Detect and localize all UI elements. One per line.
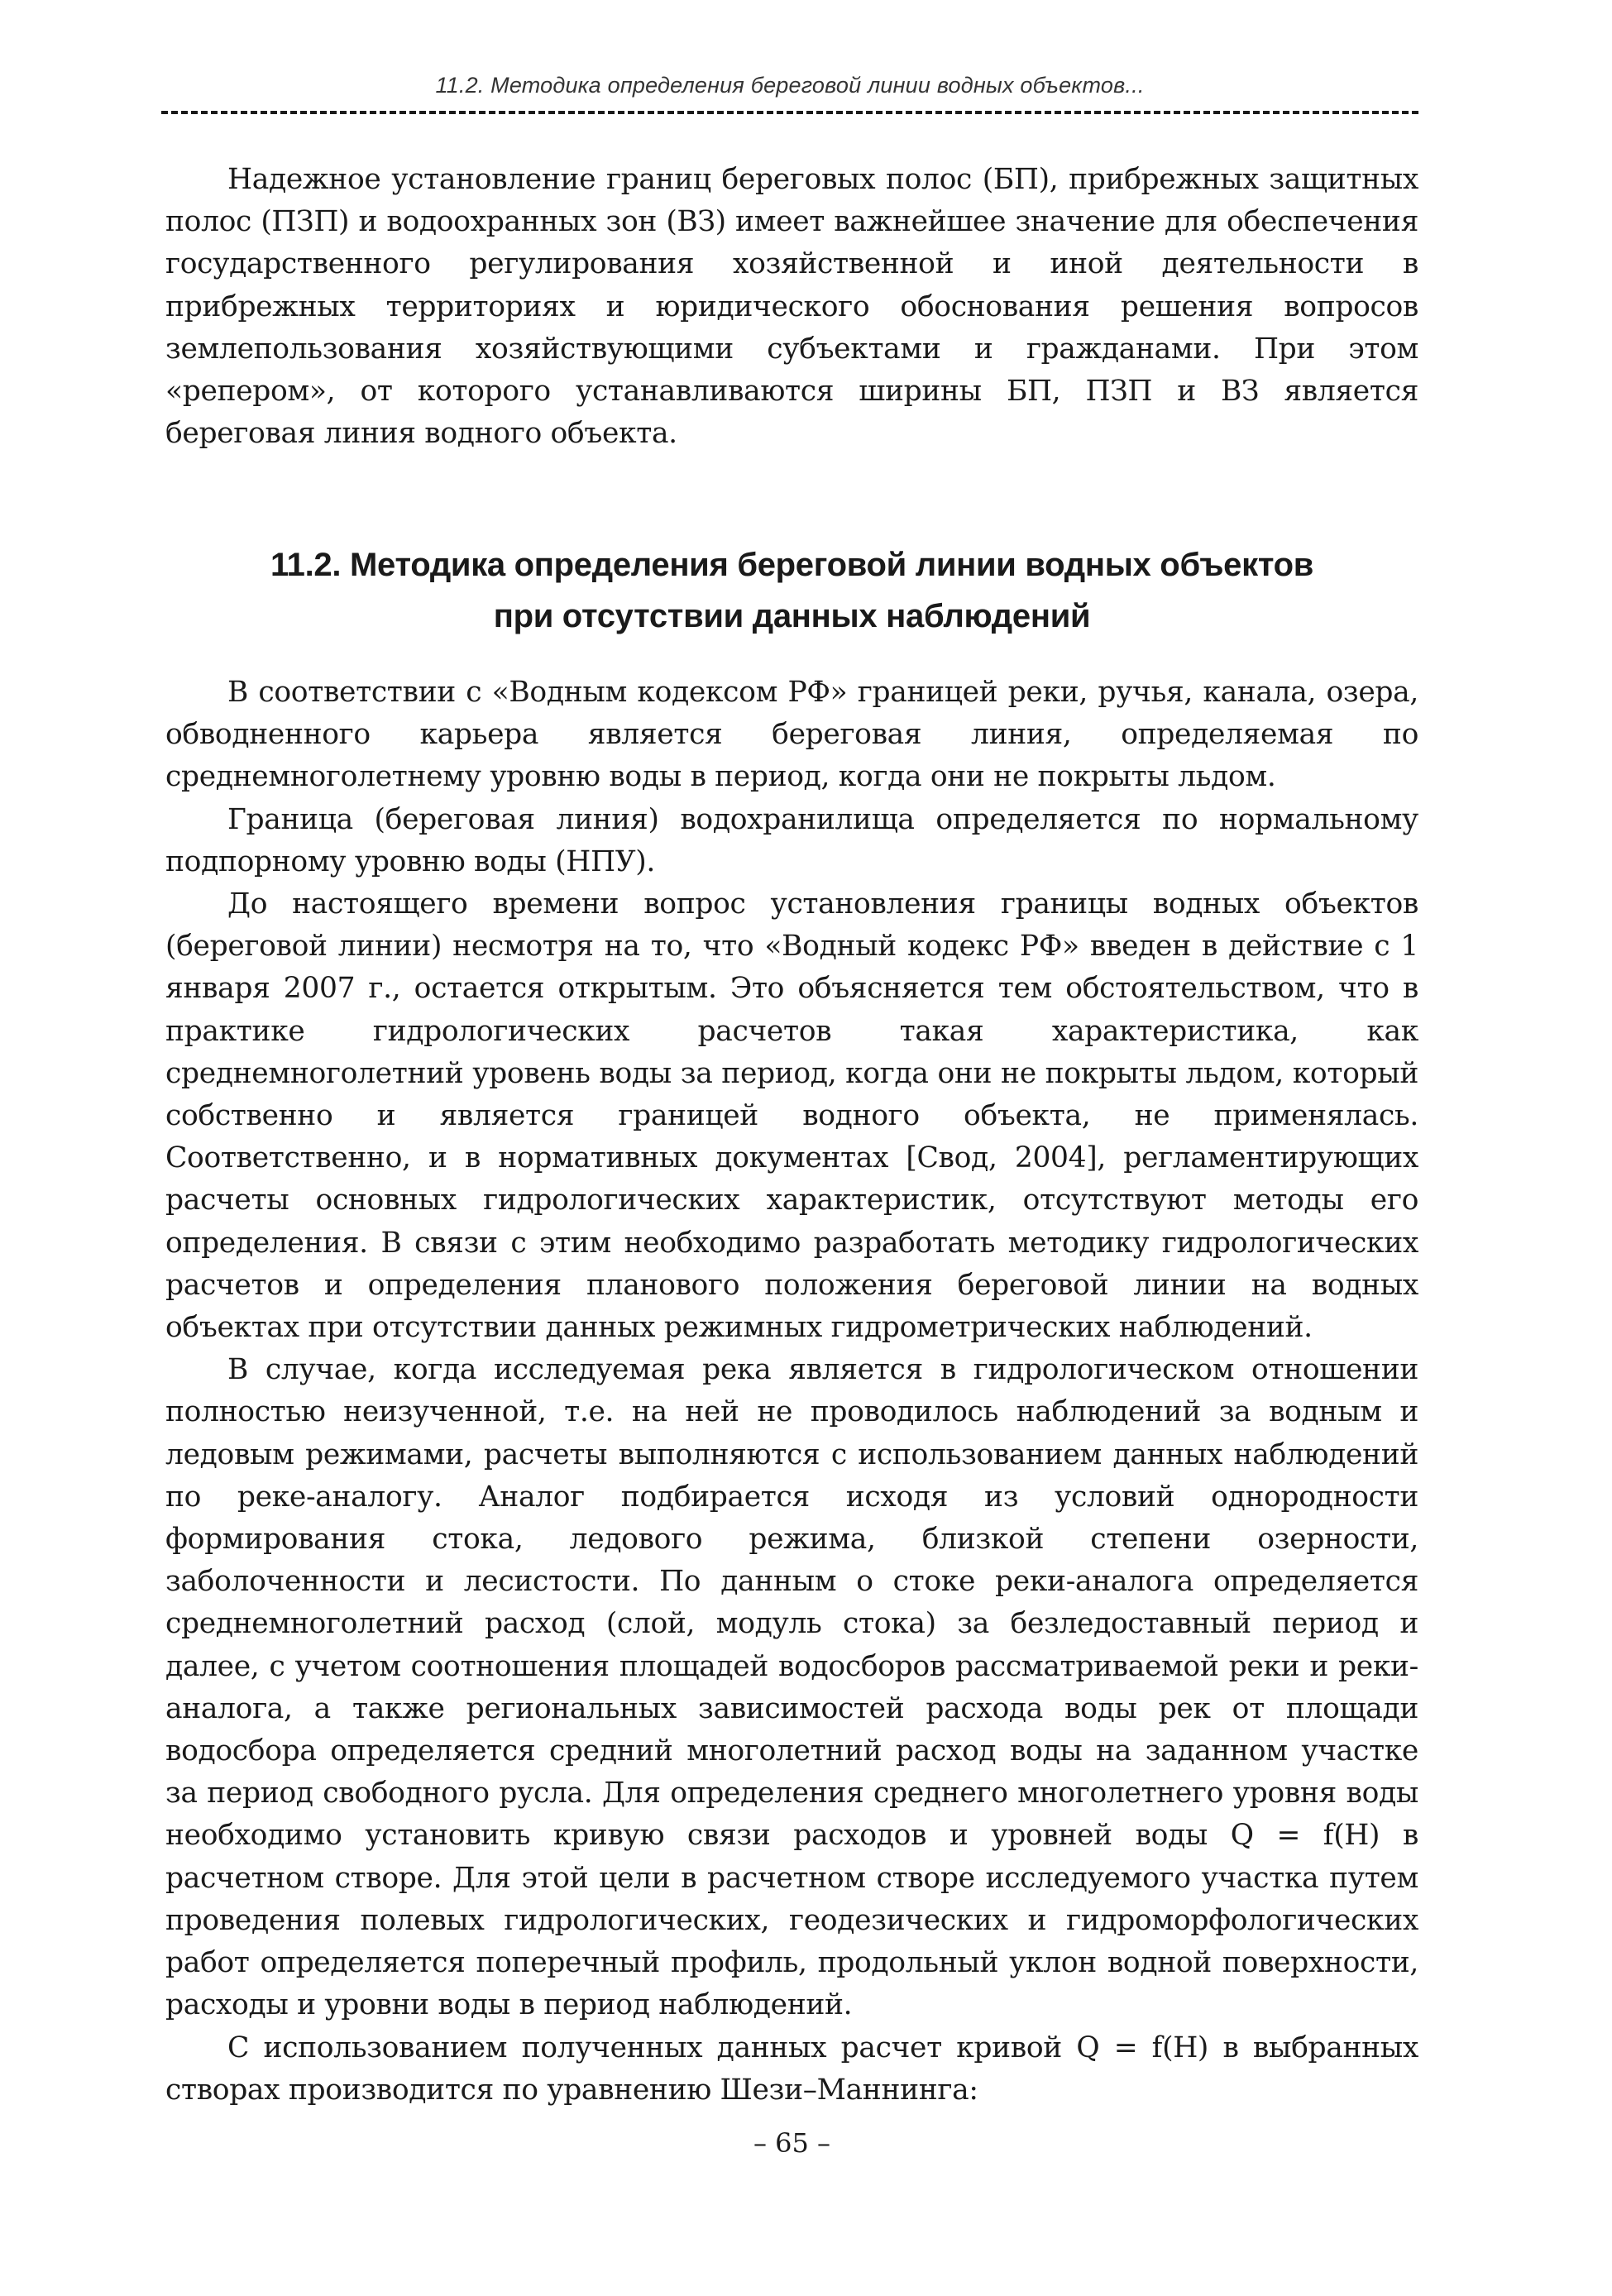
running-header: 11.2. Методика определения береговой линии водных объектов... [435,73,1145,98]
intro-text [165,159,1418,455]
body-paragraph-2: Граница (береговая линия) водохранилища определяется по нормальному подпорному уровню воды (НПУ). [165,802,1418,878]
body-paragraph-3: До настоящего времени вопрос установления границы водных объектов (береговой линии) несмотря на то, что «Водный кодекс РФ» введен в действие с 1 января 2007 г., остается открытым. Это объясняется тем обстоятельством, что в практике гидрологических расчетов такая характеристика, как среднемноголетний уровень воды за период, когда они не покрыты льдом, который собственно и является границей водного объекта, не применялась. Соответственно, и в нормативных документах [Свод, 2004], регламентирующих расчеты основных гидрологических характеристик, отсутствуют методы его определения. В связи с этим необходимо разработать методику гидрологических расчетов и определения планового положения береговой линии на водных объектах при отсутствии данных режимных гидрометрических наблюдений. [165,887,1418,1345]
header-divider [161,111,1418,114]
intro-paragraph: Надежное установление границ береговых полос (БП), прибрежных защитных полос (ПЗП) и водоохранных зон (ВЗ) имеет важнейшее значение для обеспечения государственного регулирования хозяйственной и иной деятельности в прибрежных территориях и юридического обоснования решения вопросов землепользования хозяйствующими субъектами и гражданами. При этом «репером», от которого устанавливаются ширины БП, ПЗП и ВЗ является береговая линия водного объекта. [165,163,1418,451]
section-title-line-1: 11.2. Методика определения береговой линии водных объектов [270,547,1314,583]
body-paragraph-4: В случае, когда исследуемая река является в гидрологическом отношении полностью неизученной, т.е. на ней не проводилось наблюдений за водным и ледовым режимами, расчеты выполняются с использованием данных наблюдений по реке-аналогу. Аналог подбирается исходя из условий однородности формирования стока, ледового режима, близкой степени озерности, заболоченности и лесистости. По данным о стоке реки-аналога определяется среднемноголетний расход (слой, модуль стока) за безледоставный период и далее, с учетом соотношения площадей водосборов рассматриваемой реки и реки-аналога, а также региональных зависимостей расхода воды рек от площади водосбора определяется средний многолетний расход воды на заданном участке за период свободного русла. Для определения среднего многолетнего уровня воды необходимо установить кривую связи расходов и уровней воды Q = f(H) в расчетном створе. Для этой цели в расчетном створе исследуемого участка путем проведения полевых гидрологических, геодезических и гидроморфологических работ определяется поперечный профиль, продольный уклон водной поверхности, расходы и уровни воды в период наблюдений. [165,1353,1418,2022]
section-title-line-2: при отсутствии данных наблюдений [493,598,1091,634]
section-body [165,672,1418,2112]
body-paragraph-1: В соответствии с «Водным кодексом РФ» границей реки, ручья, канала, озера, обводненного карьера является береговая линия, определяемая по среднемноголетнему уровню воды в период, когда они не покрыты льдом. [165,676,1418,794]
body-paragraph-5: С использованием полученных данных расчет кривой Q = f(H) в выбранных створах производится по уравнению Шези–Маннинга: [165,2031,1418,2107]
page-number: – 65 – [753,2127,831,2159]
section-title [165,539,1418,642]
